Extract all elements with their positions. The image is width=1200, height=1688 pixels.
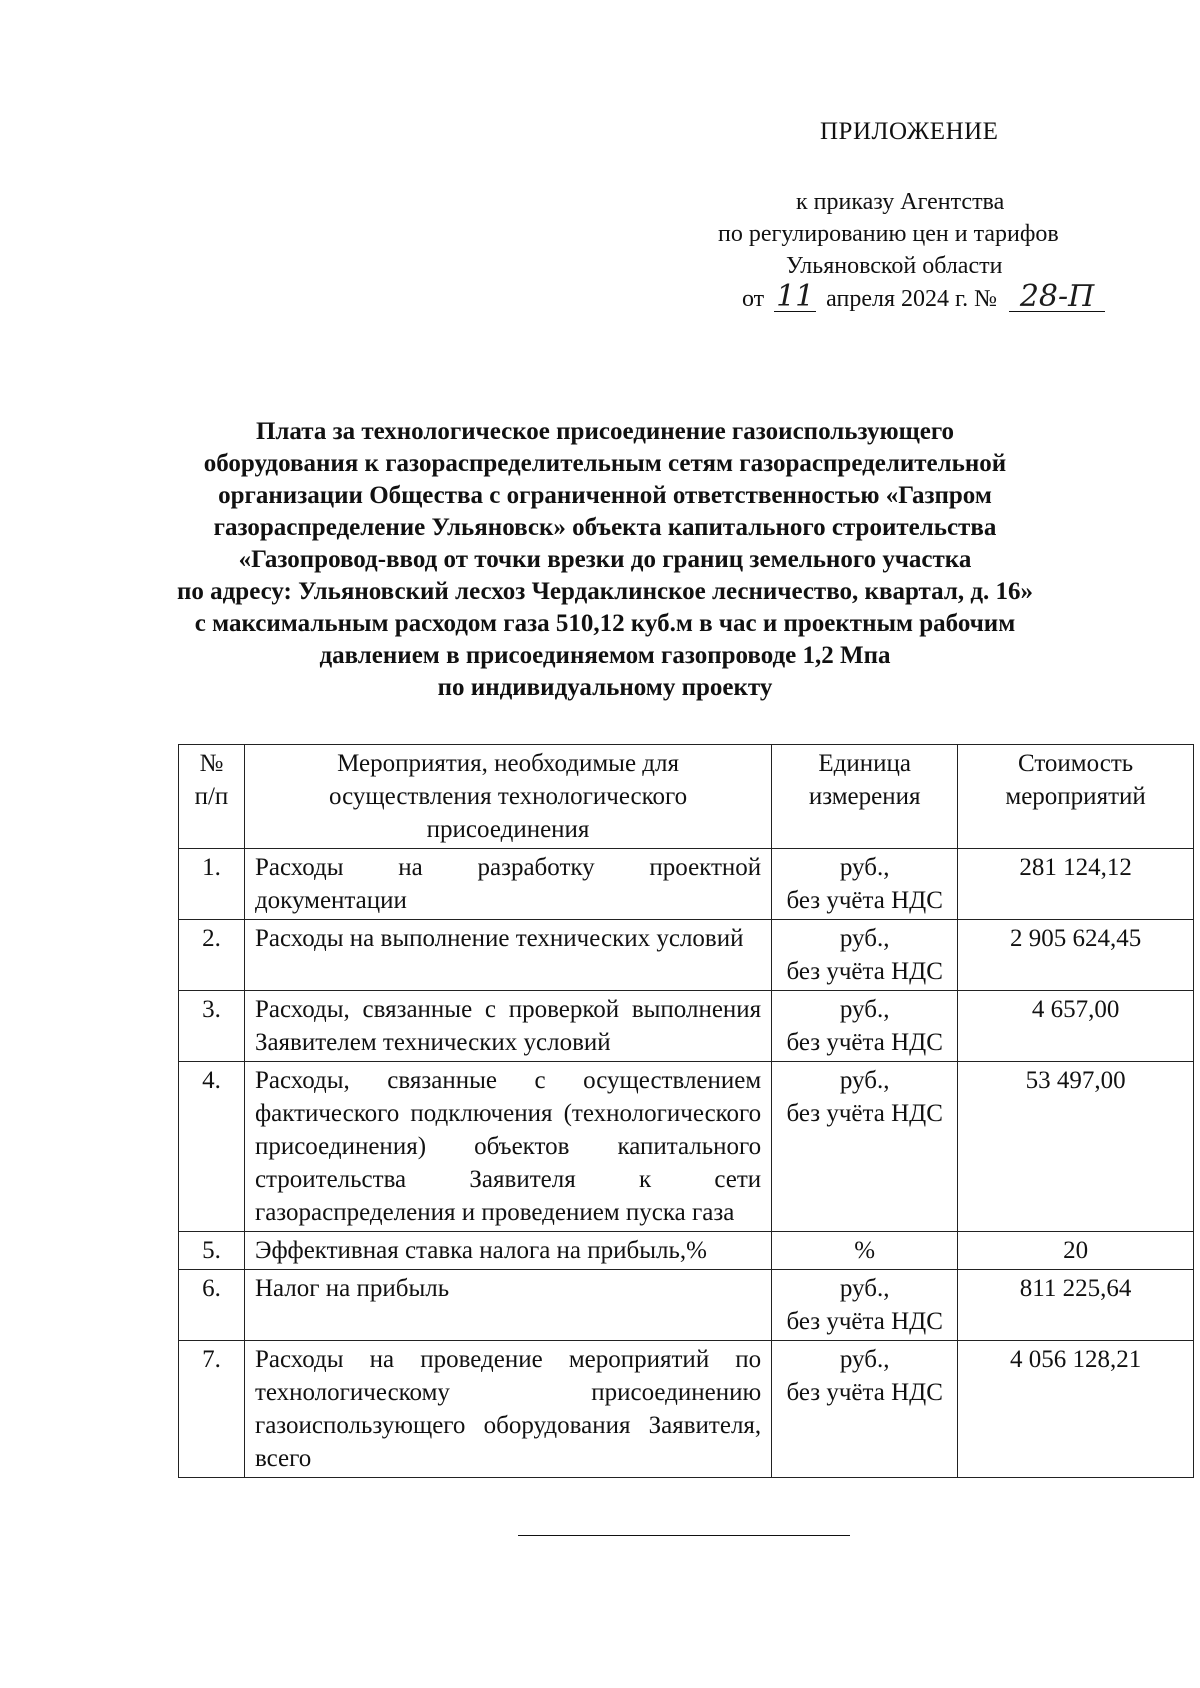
row-cost: 2 905 624,45 [958,920,1194,991]
title-line: по адресу: Ульяновский лесхоз Чердаклинское лесничество, квартал, д. 16» [176,578,1034,605]
header-cost: Стоимость мероприятий [958,745,1194,849]
row-unit [772,1062,958,1232]
title-line: «Газопровод-ввод от точки врезки до границ земельного участка [238,546,972,573]
table-row [179,920,1194,991]
unit-line: руб., [839,996,890,1023]
date-rest: апреля 2024 г. № [826,286,998,312]
row-activity: Эффективная ставка налога на прибыль,% [244,1232,771,1270]
header-activity: Мероприятия, необходимые для осуществления технологического присоединения [244,745,771,849]
table-row [179,849,1194,920]
document-title [170,416,1040,704]
header-unit: Единица измерения [772,745,958,849]
title-line: давлением в присоединяемом газопроводе 1,2 Мпа [319,642,891,669]
order-ref-line-2: по регулированию цен и тарифов [718,221,1059,247]
table-row [179,1062,1194,1232]
row-cost: 4 657,00 [958,991,1194,1062]
date-prefix: от [742,286,765,312]
row-unit [772,1270,958,1341]
row-unit [772,1232,958,1270]
unit-line: руб., [839,1275,890,1302]
unit-line: руб., [839,854,890,881]
fee-table [178,744,1194,1478]
table-row [179,991,1194,1062]
row-num: 2. [179,920,245,991]
title-line: по индивидуальному проекту [437,674,773,701]
row-num: 6. [179,1270,245,1341]
row-cost: 20 [958,1232,1194,1270]
row-unit [772,1341,958,1478]
row-cost: 281 124,12 [958,849,1194,920]
header-num: № п/п [179,745,245,849]
row-num: 7. [179,1341,245,1478]
unit-line: руб., [839,1346,890,1373]
handwritten-order-number: 28-П [1009,283,1105,312]
order-ref-line-1: к приказу Агентства [796,189,1005,215]
order-ref-line-3: Ульяновской области [786,253,1003,279]
row-unit [772,920,958,991]
row-activity: Расходы на разработку проектной документации [244,849,771,920]
unit-line: % [854,1237,876,1264]
row-num: 5. [179,1232,245,1270]
row-num: 4. [179,1062,245,1232]
row-activity: Расходы на выполнение технических условий [244,920,771,991]
row-num: 3. [179,991,245,1062]
unit-line: без учёта НДС [786,1308,943,1335]
unit-line: руб., [839,1067,890,1094]
order-date-line [742,279,1105,315]
row-unit [772,991,958,1062]
row-unit [772,849,958,920]
unit-line: без учёта НДС [786,1379,943,1406]
title-line: организации Общества с ограниченной ответственностью «Газпром [218,482,992,509]
row-cost: 53 497,00 [958,1062,1194,1232]
handwritten-day: 11 [776,279,815,314]
table-row [179,1270,1194,1341]
table-row [179,1232,1194,1270]
unit-line: без учёта НДС [786,1029,943,1056]
row-activity: Расходы, связанные с проверкой выполнения Заявителем технических условий [244,991,771,1062]
row-cost: 4 056 128,21 [958,1341,1194,1478]
row-activity: Расходы, связанные с осуществлением фактического подключения (технологического присоединения) объектов капитального строительства Заявителя к сети газораспределения и проведением пуска газа [244,1062,771,1232]
row-activity: Расходы на проведение мероприятий по технологическому присоединению газоиспользующего оборудования Заявителя, всего [244,1341,771,1478]
end-divider [518,1535,850,1536]
row-cost: 811 225,64 [958,1270,1194,1341]
unit-line: без учёта НДС [786,1100,943,1127]
title-line: газораспределение Ульяновск» объекта капитального строительства [213,514,997,541]
unit-line: без учёта НДС [786,958,943,985]
appendix-title: ПРИЛОЖЕНИЕ [820,118,999,145]
table-row [179,1341,1194,1478]
title-line: оборудования к газораспределительным сетям газораспределительной [203,450,1007,477]
table-header-row [179,745,1194,849]
unit-line: руб., [839,925,890,952]
title-line: Плата за технологическое присоединение газоиспользующего [255,418,955,445]
title-line: с максимальным расходом газа 510,12 куб.м в час и проектным рабочим [194,610,1016,637]
row-num: 1. [179,849,245,920]
unit-line: без учёта НДС [786,887,943,914]
row-activity: Налог на прибыль [244,1270,771,1341]
